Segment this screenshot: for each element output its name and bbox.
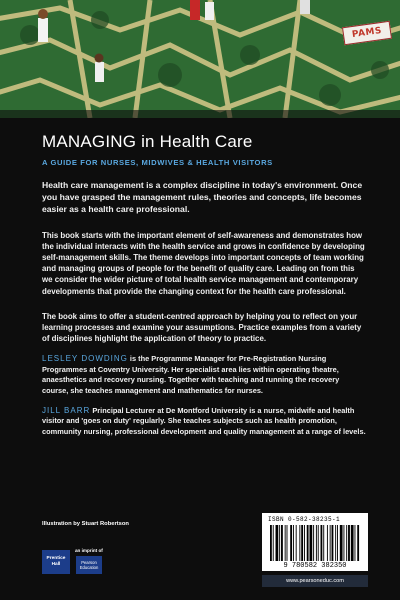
- pearson-education-logo: Pearson Education: [76, 556, 102, 574]
- isbn-label: ISBN 0-582-38235-1: [268, 516, 341, 523]
- barcode-bar: [290, 525, 292, 561]
- author-bio-1: [42, 354, 366, 396]
- author-name-1: LESLEY DOWDING: [42, 354, 128, 364]
- barcode-bar: [323, 525, 324, 561]
- blurb-paragraph-1: Health care management is a complex discipline in today's environment. Once you have grasped the management rules, theories and concepts, life becomes easier as a health care professional.: [42, 180, 363, 215]
- barcode-bar: [309, 525, 312, 561]
- barcode-bar: [296, 525, 297, 561]
- barcode-bar: [351, 525, 354, 561]
- prentice-hall-logo: Prentice Hall: [42, 550, 70, 574]
- barcode-bar: [273, 525, 274, 561]
- barcode-bar: [343, 525, 344, 561]
- barcode-bar: [276, 525, 279, 561]
- barcode-bar: [354, 525, 355, 561]
- pams-sign: PAMS: [342, 21, 392, 46]
- barcode-bar: [318, 525, 319, 561]
- author-name-2: JILL BARR: [42, 406, 91, 416]
- barcode-bar: [299, 525, 300, 561]
- barcode-bar: [337, 525, 338, 561]
- author-bio-text-2: Principal Lecturer at De Montford University is a nurse, midwife and health visitor and 'goes on duty' regularly. She teaches subjects such as health promotion, community nursing, professional development and quality management at a range of levels.: [42, 406, 366, 436]
- barcode-bar: [327, 525, 328, 561]
- blurb-paragraph-3: The book aims to offer a student-centred approach by helping you to reflect on your learning processes and examine your assumptions. Practice examples from a variety of disciplines highlight the application of theory to practice.: [42, 311, 362, 344]
- barcode-icon: [270, 525, 360, 561]
- author-bio-2: [42, 406, 366, 437]
- barcode-bar: [340, 525, 343, 561]
- back-cover-content: [42, 118, 366, 437]
- barcode-bar: [307, 525, 309, 561]
- barcode-bar: [304, 525, 305, 561]
- website-link[interactable]: www.pearsoneduc.com: [262, 575, 368, 587]
- book-subtitle: A GUIDE FOR NURSES, MIDWIVES & HEALTH VISITORS: [42, 158, 273, 167]
- barcode-bar: [270, 525, 272, 561]
- barcode-bar: [330, 525, 331, 561]
- book-title: MANAGING in Health Care: [42, 132, 253, 151]
- illustration-credit: Illustration by Stuart Robertson: [42, 521, 129, 527]
- barcode-bar: [348, 525, 350, 561]
- barcode-bar: [346, 525, 347, 561]
- barcode-bar: [335, 525, 336, 561]
- barcode-bar: [301, 525, 303, 561]
- barcode-bar: [287, 525, 288, 561]
- barcode-bar: [321, 525, 323, 561]
- barcode-bar: [281, 525, 283, 561]
- barcode-bar: [313, 525, 314, 561]
- imprint-text: an imprint of: [75, 548, 103, 553]
- blurb-paragraph-2: This book starts with the important element of self-awareness and demonstrates how the individual interacts with the health service and grows in confidence by developing self-management skills. The theme develops into important concepts of team working and managing groups of people for the benefit of quality care. Leading on from this we consider the wider picture of total health service management and contemporary developments that provide the changing context for the health care professional.: [42, 230, 365, 296]
- cover-illustration: [0, 0, 400, 118]
- barcode-bar: [357, 525, 359, 561]
- barcode-bar: [293, 525, 294, 561]
- barcode-bar: [332, 525, 334, 561]
- barcode-digits: 9 780582 382350: [283, 562, 347, 570]
- barcode-bar: [316, 525, 317, 561]
- barcode-bar: [285, 525, 286, 561]
- barcode-box: [262, 513, 368, 571]
- author-bio-text-1: is the Programme Manager for Pre-Registration Nursing Programmes at Coventry University. Her specialist area lies within operating theatre, anaesthetics and recovery nursing. Together with teaching and running the recovery course, she teaches management and mathematics for nurses.: [42, 354, 340, 395]
- barcode-bar: [279, 525, 280, 561]
- maze-illustration: [0, 0, 400, 118]
